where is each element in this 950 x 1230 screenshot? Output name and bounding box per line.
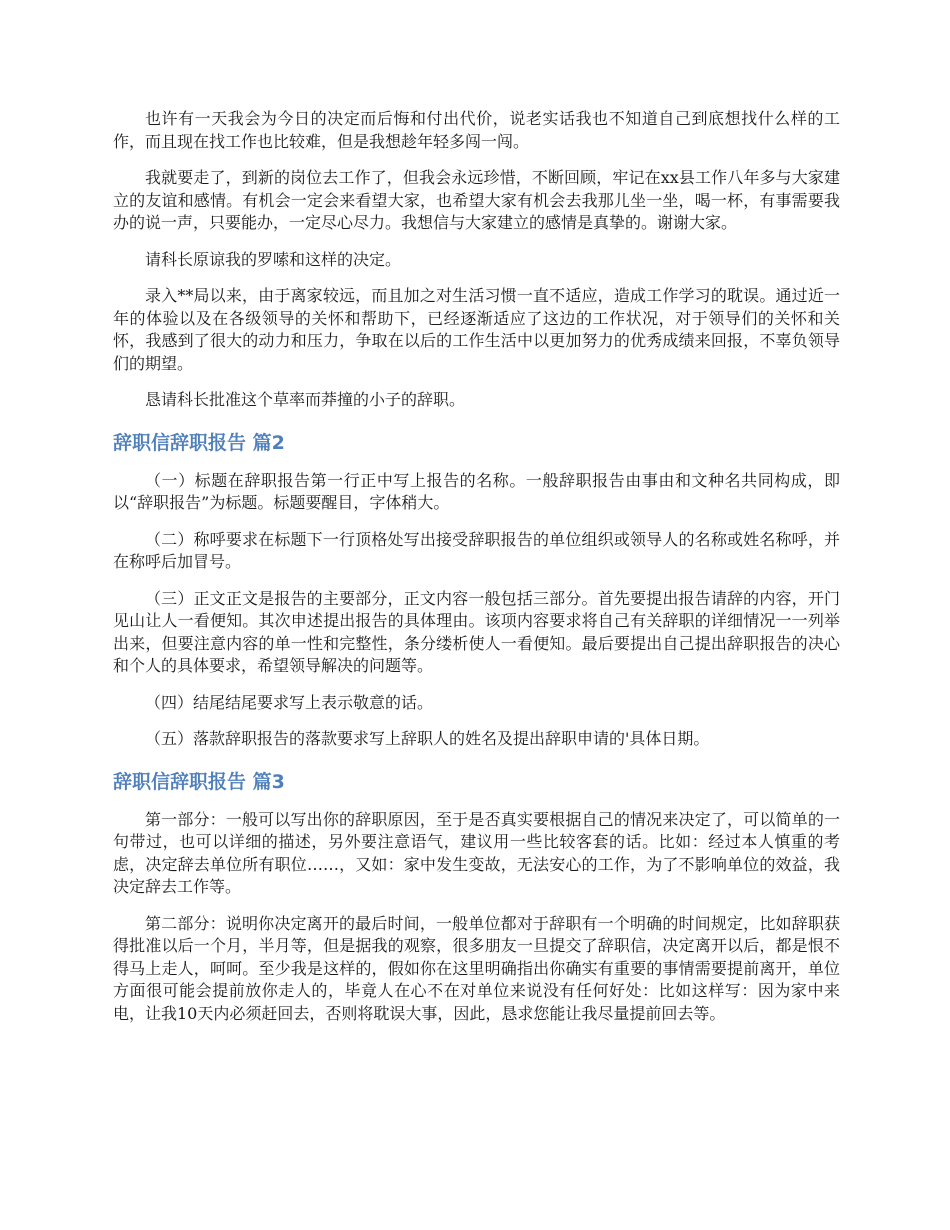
body-paragraph: （三）正文正文是报告的主要部分，正文内容一般包括三部分。首先要提出报告请辞的内容，开门见山让人一看便知。其次申述提出报告的具体理由。该项内容要求将自己有关辞职的详细情况一一列举出来，但要注意内容的单一性和完整性，条分缕析使人一看便知。最后要提出自己提出辞职报告的决心和个人的具体要求，希望领导解决的问题等。 xyxy=(113,588,840,675)
body-paragraph: 请科长原谅我的罗嗦和这样的决定。 xyxy=(145,249,402,269)
body-paragraph: （四）结尾结尾要求写上表示敬意的话。 xyxy=(145,692,434,712)
body-paragraph: 第二部分：说明你决定离开的最后时间，一般单位都对于辞职有一个明确的时间规定，比如辞职获得批准以后一个月，半月等，但是据我的观察，很多朋友一旦提交了辞职信，决定离开以后，都是恨不得马上走人，呵呵。至少我是这样的，假如你在这里明确指出你确实有重要的事情需要提前离开，单位方面很可能会提前放你走人的，毕竟人在心不在对单位来说没有任何好处：比如这样写：因为家中来电，让我10天内必须赶回去，否则将耽误大事，因此，恳求您能让我尽量提前回去等。 xyxy=(113,913,840,1023)
body-paragraph: 录入**局以来，由于离家较远，而且加之对生活习惯一直不适应，造成工作学习的耽误。通过近一年的体验以及在各级领导的关怀和帮助下，已经逐渐适应了这边的工作状况，对于领导们的关怀和关怀，我感到了很大的动力和压力，争取在以后的工作生活中以更加努力的优秀成绩来回报，不辜负领导们的期望。 xyxy=(113,286,840,373)
body-paragraph: （一）标题在辞职报告第一行正中写上报告的名称。一般辞职报告由事由和文种名共同构成，即以“辞职报告”为标题。标题要醒目，字体稍大。 xyxy=(113,470,840,512)
body-paragraph: （五）落款辞职报告的落款要求写上辞职人的姓名及提出辞职申请的'具体日期。 xyxy=(145,729,710,748)
section-heading: 辞职信辞职报告 篇3 xyxy=(113,770,285,793)
body-paragraph: 我就要走了，到新的岗位去工作了，但我会永远珍惜，不断回顾，牢记在xx县工作八年多与大家建立的友谊和感情。有机会一定会来看望大家，也希望大家有机会去我那儿坐一坐，喝一杯，有事需要我办的说一声，只要能办，一定尽心尽力。我想信与大家建立的感情是真挚的。谢谢大家。 xyxy=(113,168,840,232)
document-page xyxy=(113,108,840,1039)
section-heading: 辞职信辞职报告 篇2 xyxy=(113,431,285,454)
body-paragraph: 恳请科长批准这个草率而莽撞的小子的辞职。 xyxy=(145,390,466,409)
body-paragraph: 第一部分：一般可以写出你的辞职原因，至于是否真实要根据自己的情况来决定了，可以简单的一句带过，也可以详细的描述，另外要注意语气，建议用一些比较客套的话。比如：经过本人慎重的考虑，决定辞去单位所有职位……，又如：家中发生变故，无法安心的工作，为了不影响单位的效益，我决定辞去工作等。 xyxy=(113,809,840,896)
body-paragraph: （二）称呼要求在标题下一行顶格处写出接受辞职报告的单位组织或领导人的名称或姓名称呼，并在称呼后加冒号。 xyxy=(113,529,840,571)
body-paragraph: 也许有一天我会为今日的决定而后悔和付出代价，说老实话我也不知道自己到底想找什么样的工作，而且现在找工作也比较难，但是我想趁年轻多闯一闯。 xyxy=(113,109,840,151)
